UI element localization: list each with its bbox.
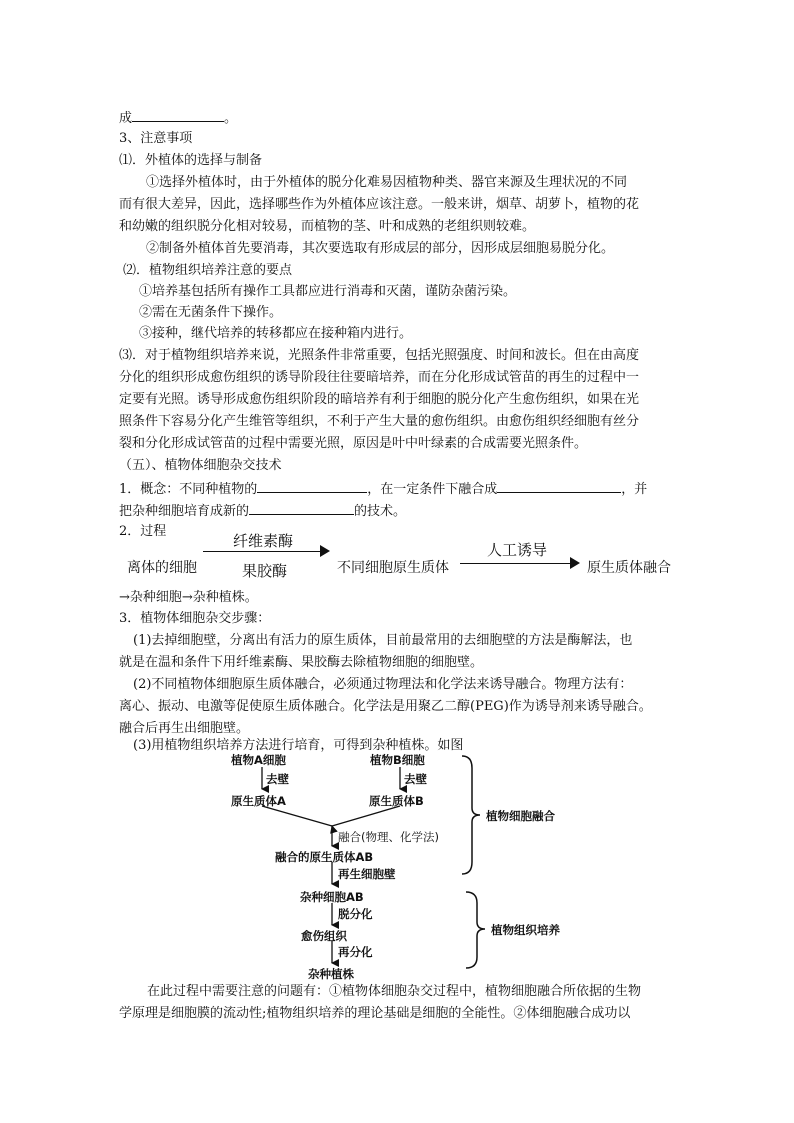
paragraph-line: (1)去掉细胞壁，分离出有活力的原生质体，目前最常用的去细胞壁的方法是酶解法，也 xyxy=(133,633,633,648)
paragraph-line: 分化的组织形成愈伤组织的诱导阶段往往要暗培养，而在分化形成试管苗的再生的过程中一 xyxy=(119,370,640,385)
subheading: ⑵．植物组织培养注意的要点 xyxy=(123,263,293,278)
hybrid-plant-label: 杂种植株 xyxy=(308,967,354,981)
regen-wall-label: 再生细胞壁 xyxy=(338,867,396,881)
callus-label: 愈伤组织 xyxy=(301,929,347,943)
flow-enzyme-bottom: 果胶酶 xyxy=(242,562,288,580)
flow-induce: 人工诱导 xyxy=(487,541,548,559)
text: 把杂种细胞培育成新的 xyxy=(119,504,250,519)
text: 1．概念：不同种植物的 xyxy=(119,482,258,497)
hybrid-cell-label: 杂种细胞AB xyxy=(300,890,364,904)
subheading: 2．过程 xyxy=(119,524,167,539)
paragraph-line: (3)用植物组织培养方法进行培育，可得到杂种植株。如图 xyxy=(133,738,464,753)
text: 的技术。 xyxy=(354,504,407,519)
remove-wall-a-label: 去壁 xyxy=(266,772,289,786)
text: ，并 xyxy=(621,482,648,497)
section-heading: 3、注意事项 xyxy=(119,131,193,146)
redifferentiation-label: 再分化 xyxy=(338,945,373,959)
text: 成 xyxy=(119,111,133,126)
paragraph-line: 定要有光照。诱导形成愈伤组织阶段的暗培养有利于细胞的脱分化产生愈伤组织，如果在光 xyxy=(119,392,640,407)
paragraph-line: →杂种细胞→杂种植株。 xyxy=(119,590,258,605)
text: ，在一定条件下融合成 xyxy=(367,482,498,497)
converge-line-b xyxy=(332,806,400,826)
list-item: ①培养基包括所有操作工具都应进行消毒和灭菌，谨防杂菌污染。 xyxy=(139,284,517,299)
paragraph-line: 在此过程中需要注意的问题有：①植物体细胞杂交过程中，植物细胞融合所依据的生物 xyxy=(147,984,642,999)
brace-cell-fusion-label: 植物细胞融合 xyxy=(486,809,555,823)
paragraph-line: 和幼嫩的组织脱分化相对较易，而植物的茎、叶和成熟的老组织则较难。 xyxy=(119,219,536,234)
flow-start: 离体的细胞 xyxy=(127,560,197,576)
dedifferentiation-label: 脱分化 xyxy=(338,907,373,921)
flow-enzyme-top: 纤维素酶 xyxy=(233,532,294,550)
subheading: 3．植物体细胞杂交步骤： xyxy=(119,611,271,626)
flow-middle: 不同细胞原生质体 xyxy=(337,560,449,576)
protoplast-a-label: 原生质体A xyxy=(231,794,286,808)
paragraph-line: 融合后再生出细胞壁。 xyxy=(119,721,250,736)
paragraph-line: ⑶．对于植物组织培养来说，光照条件非常重要，包括光照强度、时间和波长。但在由高度 xyxy=(119,348,640,363)
paragraph-line: ②制备外植体首先要消毒，其次要选取有形成层的部分，因形成层细胞易脱分化。 xyxy=(146,241,615,256)
converge-line-a xyxy=(262,806,332,826)
paragraph-line: (2)不同植物体细胞原生质体融合，必须通过物理法和化学法来诱导融合。物理方法有： xyxy=(133,677,633,692)
paragraph-line: 就是在温和条件下用纤维素酶、果胶酶去除植物细胞的细胞壁。 xyxy=(119,655,484,670)
protoplast-b-label: 原生质体B xyxy=(369,794,424,808)
subheading: ⑴．外植体的选择与制备 xyxy=(119,153,263,168)
cell-b-label: 植物B细胞 xyxy=(370,753,425,767)
paragraph-line: ①选择外植体时，由于外植体的脱分化难易因植物种类、器官来源及生理状况的不同 xyxy=(146,175,628,190)
paragraph-line: 照条件下容易分化产生维管等组织，不利于产生大量的愈伤组织。由愈伤组织经细胞有丝分 xyxy=(119,414,640,429)
paragraph-line: 而有很大差异，因此，选择哪些作为外植体应该注意。一般来讲，烟草、胡萝卜，植物的花 xyxy=(119,197,640,212)
brace-cell-fusion xyxy=(462,756,480,874)
remove-wall-b-label: 去壁 xyxy=(404,772,427,786)
paragraph-line: 学原理是细胞膜的流动性;植物组织培养的理论基础是细胞的全能性。②体细胞融合成功以 xyxy=(119,1006,631,1021)
paragraph-line: 裂和分化形成试管苗的过程中需要光照，原因是叶中叶绿素的合成需要光照条件。 xyxy=(119,436,588,451)
brace-tissue-culture xyxy=(466,892,485,968)
list-item: ③接种，继代培养的转移都应在接种箱内进行。 xyxy=(139,326,413,341)
flow-end: 原生质体融合 xyxy=(587,560,671,576)
text: 。 xyxy=(224,111,238,126)
cell-a-label: 植物A细胞 xyxy=(231,753,286,767)
paragraph-line: 离心、振动、电激等促使原生质体融合。化学法是用聚乙二醇(PEG)作为诱导剂来诱导融合。 xyxy=(119,699,652,714)
brace-tissue-culture-label: 植物组织培养 xyxy=(491,923,560,937)
fused-protoplast-label: 融合的原生质体AB xyxy=(275,850,374,864)
list-item: ②需在无菌条件下操作。 xyxy=(139,305,283,320)
fusion-method-label: 融合(物理、化学法) xyxy=(338,830,439,844)
section-heading: （五）、植物体细胞杂交技术 xyxy=(119,458,282,473)
